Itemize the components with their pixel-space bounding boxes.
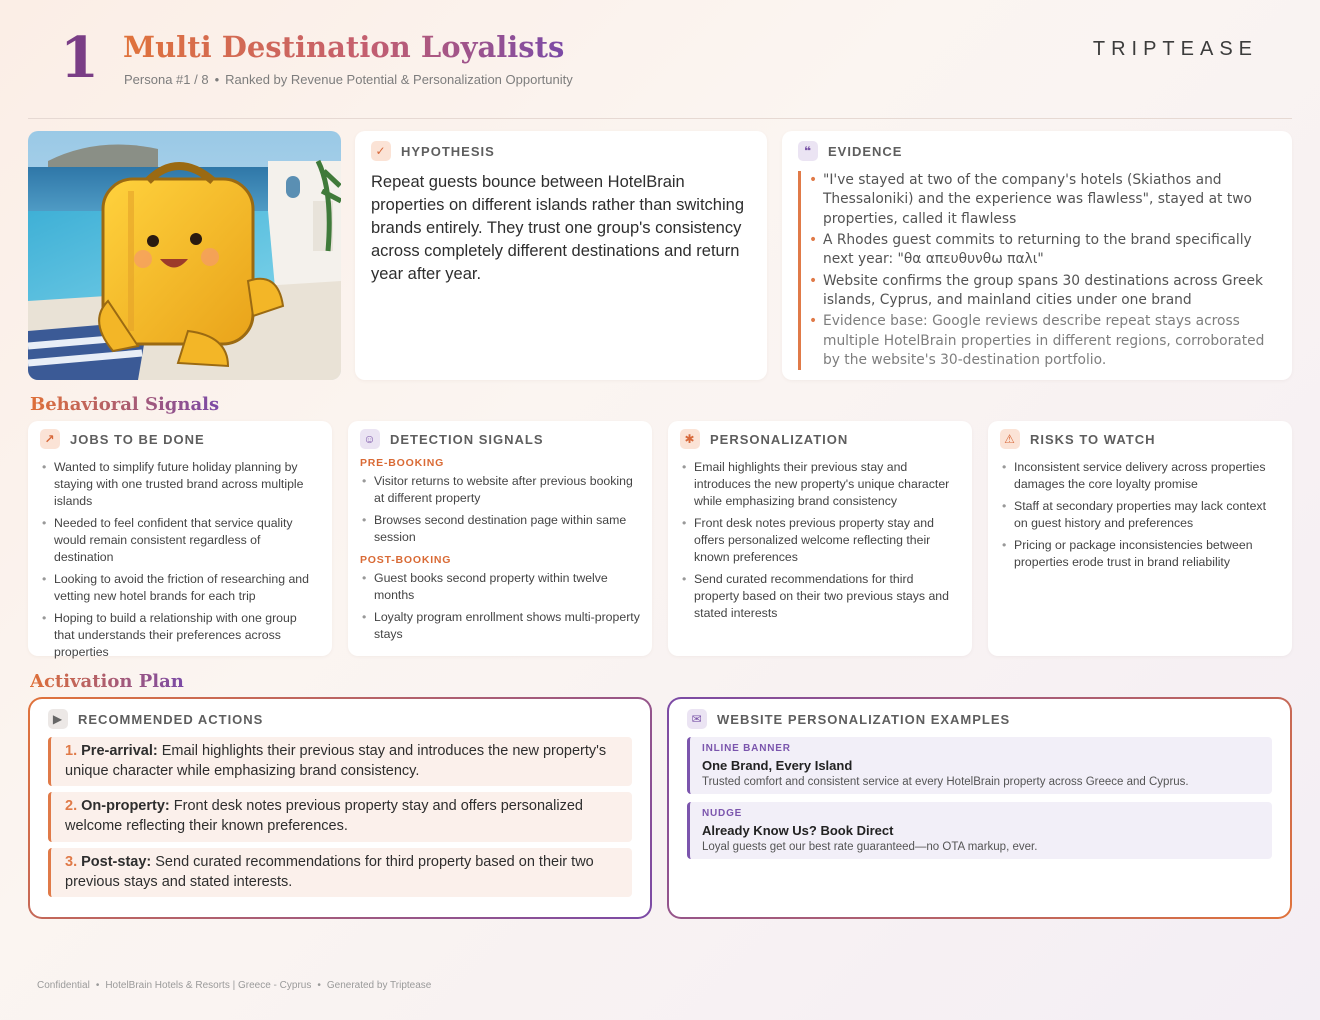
list-item: • Browses second destination page within same session (374, 512, 640, 546)
pre-booking-label: PRE-BOOKING (360, 457, 445, 469)
action-step (48, 792, 632, 841)
risks-header (1000, 429, 1280, 449)
example-headline: One Brand, Every Island (702, 758, 853, 773)
list-item: • Visitor returns to website after previous booking at different property (374, 473, 640, 507)
footer-client: HotelBrain Hotels & Resorts | Greece - Cyprus (105, 980, 312, 991)
risks-card (988, 421, 1292, 656)
hypothesis-header (371, 141, 751, 161)
jobs-list (40, 459, 320, 661)
step-text: Send curated recommendations for third property based on their two previous stays and stated interests. (65, 853, 594, 890)
evidence-item: • Website confirms the group spans 30 destinations across Greek islands, Cyprus, and mainland cities under one brand (823, 272, 1276, 311)
evidence-item: • A Rhodes guest commits to returning to the brand specifically next year: "θα απευθυνθω παλι" (823, 231, 1276, 270)
ranking-note: Ranked by Revenue Potential & Personalization Opportunity (225, 72, 573, 87)
check-icon: ✓ (371, 141, 391, 161)
website-header (687, 709, 1272, 729)
recommended-actions-panel (28, 697, 652, 919)
brand-logo: TRIPTEASE (1092, 38, 1258, 60)
website-personalization-panel (667, 697, 1292, 919)
detection-header (360, 429, 640, 449)
arrow-up-right-icon: ↗ (40, 429, 60, 449)
page-subtitle: Persona #1 / 8 • Ranked by Revenue Potential & Personalization Opportunity (124, 72, 573, 87)
hypothesis-label: HYPOTHESIS (401, 143, 495, 159)
hero-image (28, 131, 341, 380)
jobs-card (28, 421, 332, 659)
detection-card (348, 421, 652, 656)
list-item: • Inconsistent service delivery across properties damages the core loyalty promise (1014, 459, 1280, 493)
footer: Confidential • HotelBrain Hotels & Resorts | Greece - Cyprus • Generated by Triptease (37, 980, 432, 991)
step-text: Front desk notes previous property stay and offers personalized welcome reflecting their known preferences. (65, 798, 583, 835)
risks-list (1000, 459, 1280, 571)
action-step (48, 737, 632, 786)
list-item: • Loyalty program enrollment shows multi-property stays (374, 609, 640, 643)
list-item: • Guest books second property within twelve months (374, 570, 640, 604)
list-item: • Looking to avoid the friction of researching and vetting new hotel brands for each trip (54, 571, 320, 605)
warning-icon: ⚠ (1000, 429, 1020, 449)
pre-booking-list (360, 473, 640, 546)
persona-rank: 1 (60, 25, 99, 91)
list-item: • Send curated recommendations for third property based on their two previous stays and stated interests (694, 571, 960, 622)
step-text: Email highlights their previous stay and introduces the new property's unique character while emphasizing brand consistency. (65, 743, 607, 779)
footer-generated: Generated by Triptease (326, 980, 432, 991)
list-item: • Email highlights their previous stay and introduces the new property's unique character while emphasizing brand consistency (694, 459, 960, 510)
behavioral-signals-title: Behavioral Signals (30, 394, 220, 415)
post-booking-list (360, 570, 640, 643)
personalization-label: PERSONALIZATION (710, 431, 849, 447)
step-label: On-property: (81, 798, 170, 815)
example-kind: NUDGE (702, 808, 743, 819)
evidence-item: • "I've stayed at two of the company's hotels (Skiathos and Thessaloniki) and the experience was flawless", stayed at two properties, called it flawless (823, 171, 1276, 229)
footer-confidential: Confidential (37, 980, 90, 991)
envelope-icon: ✉ (687, 709, 707, 729)
actions-header (48, 709, 632, 729)
hypothesis-text: Repeat guests bounce between HotelBrain properties on different islands rather than switching brands entirely. They trust one group's consistency across completely different destinations and return year after year. (371, 173, 744, 284)
post-booking-label: POST-BOOKING (360, 553, 452, 566)
step-number: 3. (65, 853, 78, 870)
play-icon: ▶ (48, 709, 68, 729)
actions-steps (48, 737, 632, 897)
asterisk-icon: ✱ (680, 429, 700, 449)
quote-icon: ❝ (798, 141, 818, 161)
list-item: • Pricing or package inconsistencies between properties erode trust in brand reliability (1014, 537, 1280, 571)
jobs-label: JOBS TO BE DONE (70, 431, 205, 447)
list-item: • Needed to feel confident that service quality would remain consistent regardless of destination (54, 515, 320, 566)
activation-plan-title: Activation Plan (30, 671, 184, 692)
evidence-list (798, 171, 1276, 370)
example-body: Loyal guests get our best rate guaranteed—no OTA markup, ever. (702, 841, 1038, 853)
jobs-header (40, 429, 320, 449)
evidence-card (782, 131, 1292, 380)
step-label: Pre-arrival: (81, 743, 158, 759)
list-item: • Staff at secondary properties may lack context on guest history and preferences (1014, 498, 1280, 532)
step-number: 2. (65, 798, 78, 815)
personalization-card (668, 421, 972, 656)
detection-label: DETECTION SIGNALS (390, 431, 544, 447)
personalization-list (680, 459, 960, 622)
list-item: • Wanted to simplify future holiday planning by staying with one trusted brand across multiple islands (54, 459, 320, 510)
action-step (48, 848, 632, 897)
actions-label: RECOMMENDED ACTIONS (78, 711, 264, 727)
header-divider (28, 118, 1292, 119)
list-item: • Front desk notes previous property stay and offers personalized welcome reflecting their known preferences (694, 515, 960, 566)
example-kind: INLINE BANNER (702, 743, 791, 754)
example-nudge (687, 802, 1272, 859)
hypothesis-card (355, 131, 767, 380)
step-label: Post-stay: (81, 853, 152, 870)
evidence-header (798, 141, 1276, 161)
personalization-header (680, 429, 960, 449)
smiley-icon: ☺ (360, 429, 380, 449)
list-item: • Hoping to build a relationship with one group that understands their preferences across properties (54, 610, 320, 661)
example-body: Trusted comfort and consistent service at every HotelBrain property across Greece and Cyprus. (702, 776, 1189, 788)
example-inline-banner (687, 737, 1272, 794)
step-number: 1. (65, 743, 78, 759)
page-title: Multi Destination Loyalists (123, 30, 565, 64)
website-label: WEBSITE PERSONALIZATION EXAMPLES (717, 711, 1011, 727)
persona-count: Persona #1 / 8 (124, 72, 209, 87)
risks-label: RISKS TO WATCH (1030, 431, 1156, 447)
example-headline: Already Know Us? Book Direct (702, 823, 894, 838)
evidence-label: EVIDENCE (828, 143, 903, 159)
evidence-item: • Evidence base: Google reviews describe repeat stays across multiple HotelBrain properties in different regions, corroborated by the website's 30-destination portfolio. (823, 312, 1276, 370)
